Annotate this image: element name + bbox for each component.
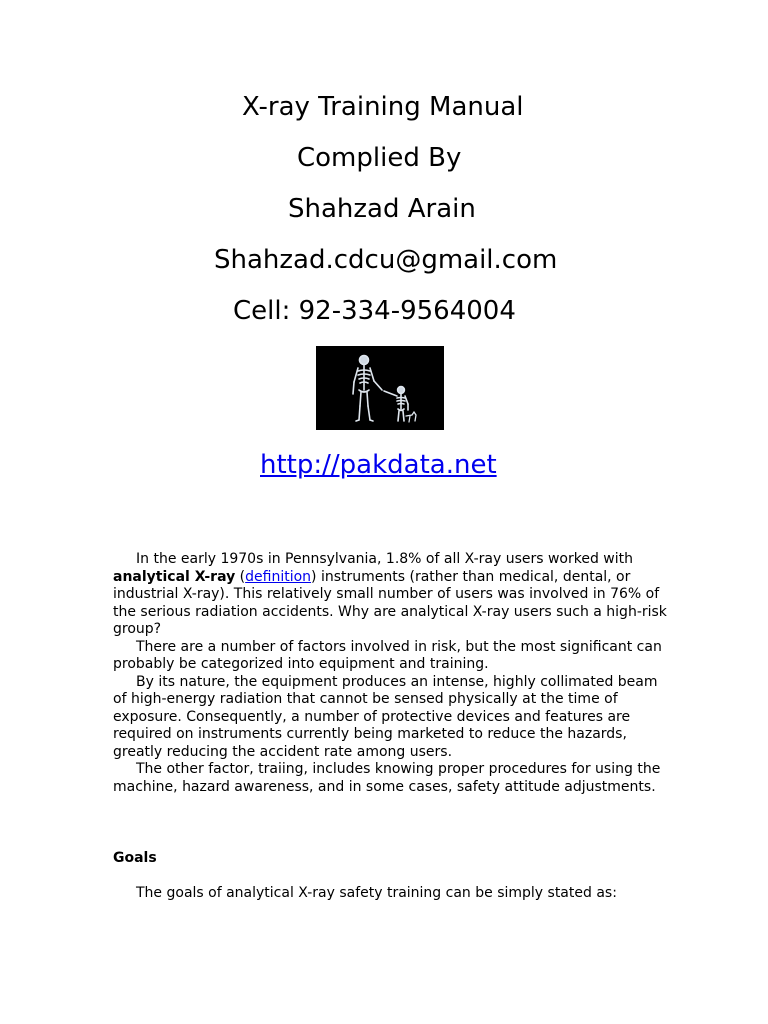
paragraph-1: In the early 1970s in Pennsylvania, 1.8% of all X-ray users worked with analytical X-ray (definition) instruments (rather than medical, dental, or industrial X-ray). This relatively small number of users was involved in 76% of the serious radiation accidents. Why are analytical X-ray users such a high-risk group? [113,551,667,637]
compiled-by-label: Complied By [297,143,462,173]
paragraph-3: By its nature, the equipment produces an intense, highly collimated beam of high-energy radiation that cannot be sensed physically at the time of exposure. Consequently, a number of protective devices and features are required on instruments currently being marketed to reduce the hazards, greatly reducing the accident rate among users. [113,673,658,760]
goals-heading: Goals [113,850,157,866]
definition-link[interactable]: definition [245,568,312,585]
xray-skeletons-image [316,346,444,430]
author-cell: Cell: 92-334-9564004 [233,296,516,326]
analytical-xray-term: analytical X-ray [113,568,236,585]
author-email: Shahzad.cdcu@gmail.com [214,245,558,275]
document-title: X-ray Training Manual [242,92,524,122]
website-link[interactable]: http://pakdata.net [260,450,497,480]
author-name: Shahzad Arain [288,194,476,224]
paragraph-4: The other factor, traiing, includes knowing proper procedures for using the machine, hazard awareness, and in some cases, safety attitude adjustments. [113,761,661,795]
skeleton-illustration [316,346,444,430]
intro-text [113,551,673,796]
goals-intro-text: The goals of analytical X-ray safety training can be simply stated as: [136,885,617,901]
paragraph-2: There are a number of factors involved in risk, but the most significant can probably be categorized into equipment and training. [113,638,662,672]
